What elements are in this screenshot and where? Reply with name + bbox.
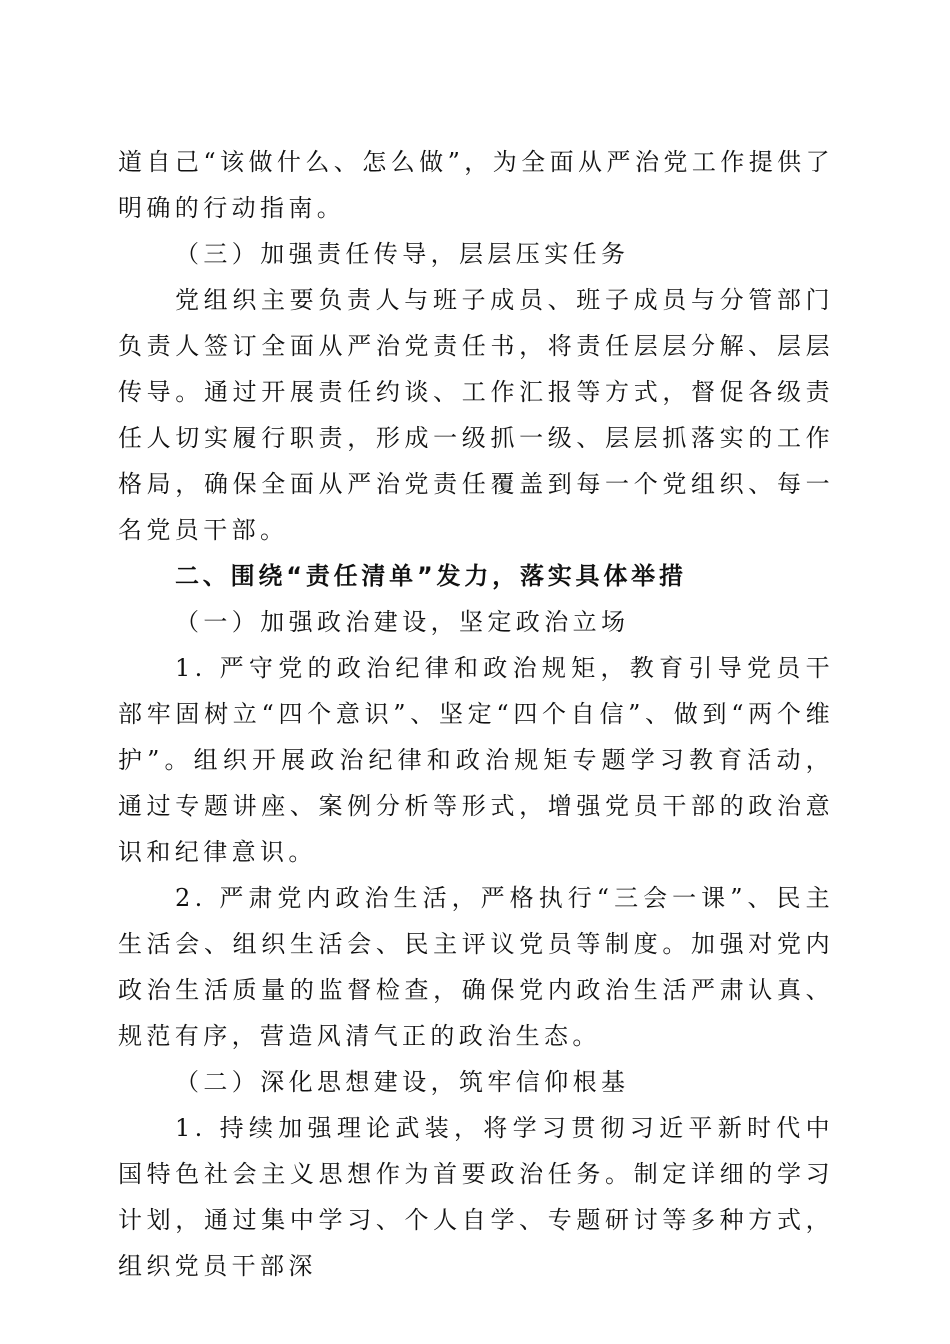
subheading-1: （一）加强政治建设，坚定政治立场	[175, 608, 630, 636]
paragraph-item-2: 2. 严肃党内政治生活，严格执行“三会一课”、民主生活会、组织生活会、民主评议党员等制度。加强对党内政治生活质量的监督检查，确保党内政治生活严肃认真、规范有序，营造风清气正的政治生态。	[118, 884, 834, 1050]
document-body	[118, 139, 834, 1289]
paragraph-continuation: 道自己“该做什么、怎么做”，为全面从严治党工作提供了明确的行动指南。	[118, 148, 834, 222]
subheading-3: （三）加强责任传导，层层压实任务	[175, 240, 630, 268]
paragraph-responsibility: 党组织主要负责人与班子成员、班子成员与分管部门负责人签订全面从严治党责任书，将责任层层分解、层层传导。通过开展责任约谈、工作汇报等方式，督促各级责任人切实履行职责，形成一级抓一级、层层抓落实的工作格局，确保全面从严治党责任覆盖到每一个党组织、每一名党员干部。	[118, 286, 834, 544]
paragraph-item-3: 1. 持续加强理论武装，将学习贯彻习近平新时代中国特色社会主义思想作为首要政治任务。制定详细的学习计划，通过集中学习、个人自学、专题研讨等多种方式，组织党员干部深	[118, 1114, 834, 1280]
section-heading-2: 二、围绕“责任清单”发力，落实具体举措	[175, 562, 687, 590]
subheading-2: （二）深化思想建设，筑牢信仰根基	[175, 1068, 630, 1096]
paragraph-item-1: 1. 严守党的政治纪律和政治规矩，教育引导党员干部牢固树立“四个意识”、坚定“四个自信”、做到“两个维护”。组织开展政治纪律和政治规矩专题学习教育活动，通过专题讲座、案例分析等形式，增强党员干部的政治意识和纪律意识。	[118, 654, 834, 866]
